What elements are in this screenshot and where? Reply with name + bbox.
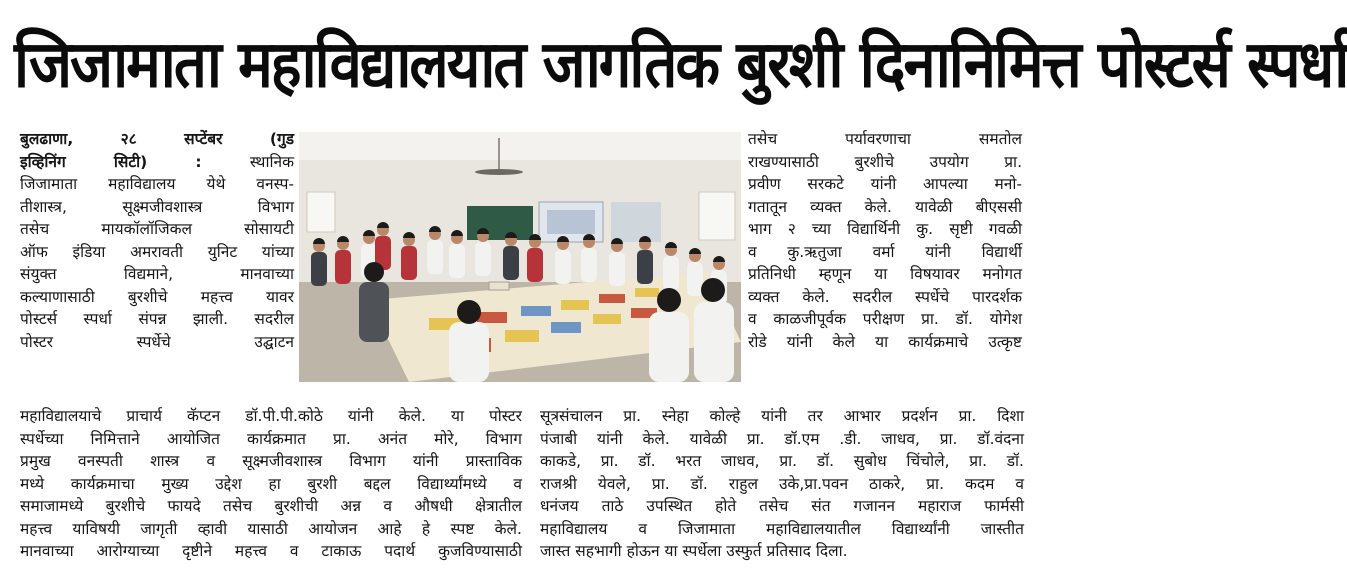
dateline-line-2: [20, 151, 294, 174]
photo-person-body: [311, 252, 327, 286]
photo-poster: [561, 300, 589, 310]
article-bottom-right: [540, 405, 1024, 563]
article-column-left: [20, 128, 294, 353]
photo-student-right-body: [649, 312, 689, 382]
photo-person-body: [475, 242, 491, 276]
text-line: महाविद्यालय व जिजामाता महाविद्यालयातील विद्यार्थ्यांनी जास्तीत: [540, 519, 1024, 538]
photo-poster: [599, 294, 625, 303]
text-line: प्रमुख वनस्पती शास्त्र व सूक्ष्मजीवशास्त्र विभाग यांनी प्रास्ताविक: [20, 452, 522, 470]
text-line: मध्ये कार्यक्रमाचा मुख्य उद्देश हा बुरशी बद्दल विद्यार्थ्यांमध्ये व: [20, 474, 522, 493]
text-line: तीशास्त्र, सूक्ष्मजीवशास्त्र विभाग: [20, 197, 294, 216]
photo-person-body: [687, 262, 703, 296]
dateline-line-1: [20, 128, 294, 151]
text-line: राजश्री येवले, प्रा. डॉ. राहुल उके,प्रा.पवन ठाकरे, प्रा. कदम व: [540, 474, 1024, 493]
left-first-word: स्थानिक: [249, 152, 294, 171]
text-line: व कु.ऋतुजा वर्मा यांनी विद्यार्थी: [748, 242, 1022, 261]
photo-person-body: [427, 240, 443, 274]
left-column-lines: [20, 173, 294, 353]
photo-person-body: [581, 248, 597, 282]
text-line: काकडे, प्रा. डॉ. भरत जाधव, प्रा. डॉ. सुबोध चिंचोले, प्रा. डॉ.: [540, 452, 1024, 470]
photo-person-body: [449, 244, 465, 278]
photo-person-body: [663, 256, 679, 290]
photo-student-front-body: [449, 322, 489, 382]
photo-student-front-head: [457, 300, 481, 324]
text-line: जास्त सहभागी होऊन या स्पर्धेला उस्फुर्त प्रतिसाद दिला.: [540, 542, 848, 560]
text-line: धनंजय ताठे उपस्थित होते तसेच संत गजानन महाराज फार्मसी: [540, 497, 1024, 515]
text-line: सूत्रसंचालन प्रा. स्नेहा कोल्हे यांनी तर आभार प्रदर्शन प्रा. दिशा: [540, 407, 1024, 425]
photo-student-left-body: [359, 282, 389, 342]
text-line: स्पर्धेच्या निमित्ताने आयोजित कार्यक्रमात प्रा. अनंत मोरे, विभाग: [20, 429, 522, 448]
text-line: ऑफ इंडिया अमरावती युनिट यांच्या: [20, 242, 294, 261]
text-line: समाजामध्ये बुरशीचे फायदे तसेच बुरशीची अन्न व औषधी क्षेत्रातील: [20, 497, 522, 515]
photo-projection-slide: [547, 210, 595, 234]
photo-poster: [505, 330, 539, 342]
photo-paper-sheet: [489, 282, 509, 290]
photo-poster: [635, 288, 659, 297]
photo-window-left: [307, 192, 335, 232]
text-line: तसेच मायकॉलॉजिकल सोसायटी: [20, 220, 294, 238]
text-line: महाविद्यालयाचे प्राचार्य कॅप्टन डॉ.पी.पी.कोठे यांनी केले. या पोस्टर: [20, 407, 522, 425]
photo-poster: [521, 306, 551, 316]
photo-person-body: [637, 250, 653, 284]
photo-poster: [551, 322, 581, 333]
text-line: प्रतिनिधी म्हणून या विषयावर मनोगत: [748, 265, 1022, 283]
photo-student-right2-body: [694, 302, 734, 382]
photo-person-body: [401, 246, 417, 280]
photo-green-board: [467, 206, 533, 240]
headline: जिजामाता महाविद्यालयात जागतिक बुरशी दिनानिमित्त पोस्टर्स स्पर्धा: [14, 25, 1347, 103]
text-line: मानवाच्या आरोग्याच्या दृष्टीने महत्त्व व टाकाऊ पदार्थ कुजविण्यासाठी: [20, 542, 522, 560]
photo-notice-board: [611, 202, 661, 242]
text-line: तसेच पर्यावरणाचा समतोल: [748, 130, 1022, 148]
photo-person-body: [555, 250, 571, 284]
text-line: रोडे यांनी केले या कार्यक्रमाचे उत्कृष्ट: [748, 332, 1022, 351]
text-line: महत्त्व याविषयी जागृती व्हावी यासाठी आयोजन आहे हे स्पष्ट केले.: [20, 519, 522, 538]
photo-window-right: [699, 192, 735, 240]
photo-student-left-head: [364, 262, 384, 282]
article-column-right: [748, 128, 1022, 353]
text-line: राखण्यासाठी बुरशीचे उपयोग प्रा.: [748, 152, 1022, 171]
text-line: प्रवीण सरकटे यांनी आपल्या मनो-: [748, 175, 1022, 193]
text-line: व काळजीपूर्वक परीक्षण प्रा. डॉ. योगेश: [748, 310, 1022, 328]
photo-poster: [593, 314, 621, 324]
dateline-part-2: इव्हिनिंग सिटी) :: [20, 152, 250, 171]
text-line: भाग २ च्या विद्यार्थिनी कु. सृष्टी गवळी: [748, 220, 1022, 238]
photo-student-right2-head: [701, 278, 725, 302]
photo-ceiling-fan: [475, 169, 523, 175]
photo-student-right-head: [657, 288, 681, 312]
text-line: जिजामाता महाविद्यालय येथे वनस्प-: [20, 175, 294, 193]
article-bottom-left: [20, 405, 522, 563]
photo-poster: [477, 312, 507, 323]
photo-person-body: [527, 248, 543, 282]
photo-person-body: [503, 246, 519, 280]
text-line: पंजाबी यांनी केले. यावेळी प्रा. डॉ.एम .डी. जाधव, प्रा. डॉ.वंदना: [540, 429, 1024, 448]
text-line: संयुक्त विद्यमाने, मानवाच्या: [20, 265, 294, 283]
photo-person-body: [335, 250, 351, 284]
text-line: व्यक्त केले. सदरील स्पर्धेचे पारदर्शक: [748, 287, 1022, 306]
photo-person-body: [609, 252, 625, 286]
photo-ceiling: [299, 132, 741, 160]
text-line: पोस्टर स्पर्धेचे उद्घाटन: [20, 332, 294, 351]
text-line: पोस्टर्स स्पर्धा संपन्न झाली. सदरील: [20, 310, 294, 328]
event-photo: [299, 132, 741, 382]
dateline-part-1: बुलढाणा, २८ सप्टेंबर (गुड: [20, 130, 294, 148]
text-line: गतातून व्यक्त केले. यावेळी बीएससी: [748, 197, 1022, 216]
text-line: कल्याणासाठी बुरशीचे महत्त्व यावर: [20, 287, 294, 306]
